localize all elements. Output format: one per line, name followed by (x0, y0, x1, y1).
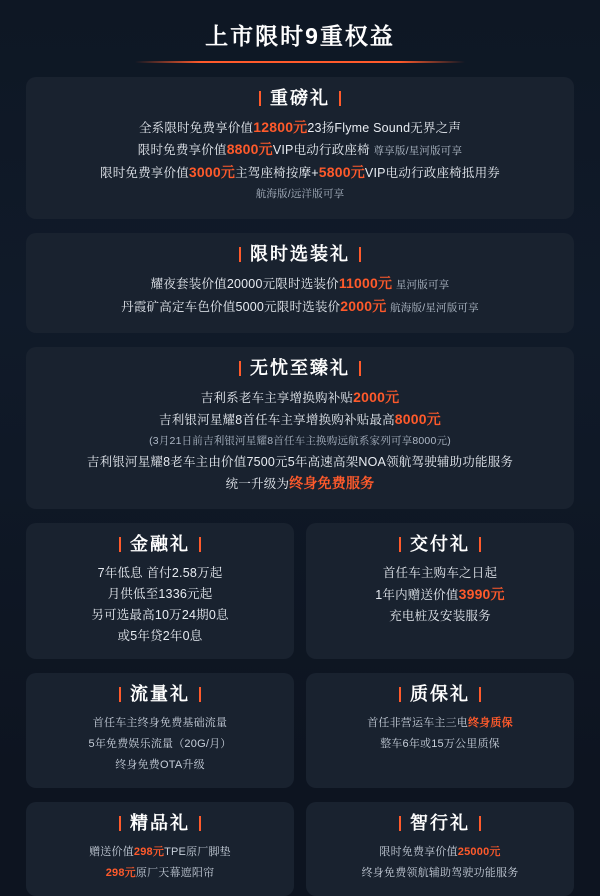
trim-note: 星河版可享 (395, 279, 450, 291)
section-title-data (36, 685, 284, 703)
price-highlight: 12800元 (253, 119, 308, 135)
price-highlight: 3990元 (458, 586, 505, 602)
benefit-line: 限时免费享价值3000元主驾座椅按摩+5800元VIP电动行政座椅抵用券 (100, 164, 500, 180)
benefit-line: 统一升级为终身免费服务 (225, 475, 375, 491)
divider-bar-right-icon (359, 361, 361, 376)
benefit-line: 月供低至1336元起 (107, 587, 213, 601)
section-heavy-gift (26, 77, 574, 219)
divider-bar-right-icon (479, 687, 481, 702)
price-highlight: 298元 (105, 867, 136, 879)
title-underline (135, 61, 465, 63)
section-title-delivery (316, 535, 564, 553)
section-title-text: 交付礼 (410, 534, 470, 554)
divider-bar-left-icon (239, 247, 241, 262)
section-title-text: 重磅礼 (270, 88, 330, 108)
section-title-finance (36, 535, 284, 553)
section-title-text: 无忧至臻礼 (250, 358, 350, 378)
price-highlight: 终身质保 (468, 717, 513, 729)
trim-note: 航海版/星河版可享 (390, 302, 479, 314)
section-title-text: 质保礼 (410, 684, 470, 704)
benefit-line: 吉利银河星耀8老车主由价值7500元5年高速高架NOA领航驾驶辅助功能服务 (86, 455, 514, 469)
divider-bar-right-icon (479, 537, 481, 552)
trim-note: 尊享版/星河版可享 (373, 145, 463, 157)
divider-bar-right-icon (339, 91, 341, 106)
price-highlight: 8800元 (226, 141, 273, 157)
benefit-line: 赠送价值298元TPE原厂脚垫 (89, 846, 231, 858)
divider-bar-left-icon (239, 361, 241, 376)
benefit-note: (3月21日前吉利银河星耀8首任车主换购远航系家列可享8000元) (149, 435, 451, 447)
benefit-line: 吉利系老车主享增换购补贴2000元 (200, 389, 400, 405)
price-highlight: 终身免费服务 (289, 475, 375, 491)
divider-bar-left-icon (399, 816, 401, 831)
divider-bar-left-icon (119, 537, 121, 552)
price-highlight: 25000元 (457, 846, 501, 858)
section-title-boutique (36, 814, 284, 832)
section-title-text: 智行礼 (410, 813, 470, 833)
section-title-warranty (316, 685, 564, 703)
section-title-text: 精品礼 (130, 813, 190, 833)
price-highlight: 298元 (133, 846, 165, 858)
section-smart-gift (306, 802, 574, 896)
benefit-line: 终身免费OTA升级 (115, 759, 205, 771)
section-worryfree-gift (26, 347, 574, 509)
benefit-line: 耀夜套装价值20000元限时选装价11000元 星河版可享 (150, 275, 450, 291)
divider-bar-left-icon (119, 687, 121, 702)
page-title-wrap (26, 0, 574, 63)
price-highlight: 2000元 (340, 298, 387, 314)
row-data-warranty (26, 673, 574, 788)
benefit-line: 首任非营运车主三电终身质保 (367, 717, 513, 729)
price-highlight: 11000元 (338, 275, 393, 291)
benefit-line: 或5年贷2年0息 (117, 629, 203, 643)
page-title: 上市限时9重权益 (205, 23, 395, 49)
divider-bar-left-icon (259, 91, 261, 106)
benefit-line: 全系限时免费享价值12800元23扬Flyme Sound无界之声 (138, 119, 462, 135)
section-title-smart (316, 814, 564, 832)
price-highlight: 3000元 (188, 164, 236, 180)
divider-bar-left-icon (399, 537, 401, 552)
benefit-line: 丹霞矿高定车色价值5000元限时选装价2000元 航海版/星河版可享 (121, 298, 479, 314)
benefit-line: 另可选最高10万24期0息 (91, 608, 229, 622)
divider-bar-right-icon (199, 687, 201, 702)
benefit-line: 吉利银河星耀8首任车主享增换购补贴最高8000元 (159, 411, 441, 427)
section-finance-gift (26, 523, 294, 659)
row-finance-delivery (26, 523, 574, 659)
section-title-worryfree (36, 359, 564, 377)
section-title-text: 金融礼 (130, 534, 190, 554)
divider-bar-right-icon (479, 816, 481, 831)
benefit-line: 首任车主购车之日起 (382, 566, 498, 580)
benefit-note: 航海版/远洋版可享 (255, 188, 345, 200)
benefit-line: 5年免费娱乐流量（20G/月） (88, 738, 232, 750)
section-option-gift (26, 233, 574, 333)
benefit-line: 7年低息 首付2.58万起 (97, 566, 223, 580)
row-boutique-smart (26, 802, 574, 896)
price-highlight: 5800元 (318, 164, 365, 180)
divider-bar-right-icon (359, 247, 361, 262)
section-title-text: 限时选装礼 (250, 244, 350, 264)
divider-bar-left-icon (399, 687, 401, 702)
benefit-line: 整车6年或15万公里质保 (380, 738, 500, 750)
benefit-line: 终身免费领航辅助驾驶功能服务 (361, 867, 519, 879)
benefit-line: 限时免费享价值8800元VIP电动行政座椅 尊享版/星河版可享 (137, 141, 463, 157)
price-highlight: 2000元 (353, 389, 400, 405)
price-highlight: 8000元 (394, 411, 441, 427)
section-title-option (36, 245, 564, 263)
divider-bar-right-icon (199, 537, 201, 552)
benefit-line: 首任车主终身免费基础流量 (92, 717, 228, 729)
benefit-line: 限时免费享价值25000元 (379, 846, 501, 858)
section-data-gift (26, 673, 294, 788)
divider-bar-left-icon (119, 816, 121, 831)
section-boutique-gift (26, 802, 294, 896)
benefit-line: 充电桩及安装服务 (389, 609, 491, 623)
section-warranty-gift (306, 673, 574, 788)
section-title-text: 流量礼 (130, 684, 190, 704)
section-delivery-gift (306, 523, 574, 659)
divider-bar-right-icon (199, 816, 201, 831)
benefit-line: 1年内赠送价值3990元 (375, 586, 505, 602)
benefit-line: 298元原厂天幕遮阳帘 (105, 867, 215, 879)
section-title-heavy (36, 89, 564, 107)
